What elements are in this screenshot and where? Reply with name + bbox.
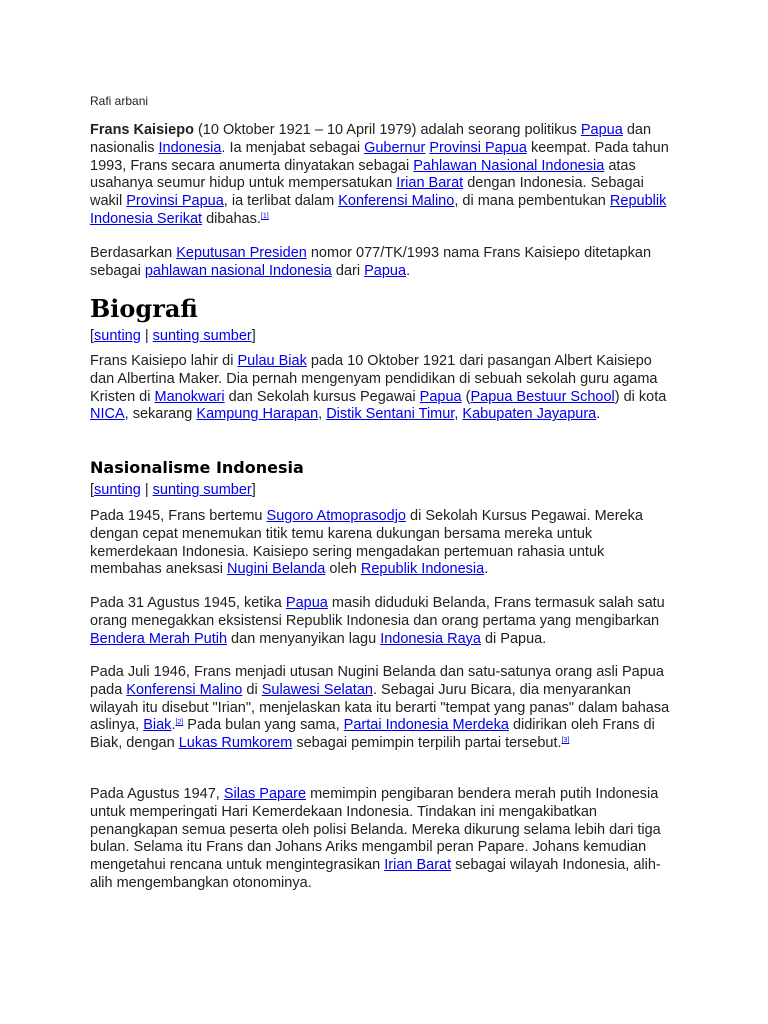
nasionalisme-paragraph-4: Pada Agustus 1947, Silas Papare memimpin pengibaran bendera merah putih Indonesia untuk memperingati Hari Kemerdekaan Indonesia. Tindakan ini mengakibatkan penangkapan semua peserta oleh polisi Belanda. Mereka dikurung selama lebih dari tiga bulan. Selama itu Frans dan Johans Ariks mengambil peran Papare. Johans kemudian mengetahui rencana untuk mengintegrasikan Irian Barat sebagai wilayah Indonesia, alih-alih mengembangkan otonominya. [90,786,661,891]
edit-link-sunting-sumber[interactable]: sunting sumber [152,328,252,344]
edit-link-sunting-sumber-2[interactable]: sunting sumber [152,482,252,498]
edit-links-biografi: [sunting | sunting sumber] [90,328,256,344]
link-keputusan-presiden[interactable]: Keputusan Presiden [176,245,307,261]
link-pahlawan-nasional-indonesia[interactable]: Pahlawan Nasional Indonesia [413,157,605,174]
link-lukas-rumkorem[interactable]: Lukas Rumkorem [178,735,293,752]
biografi-paragraph: Frans Kaisiepo lahir di Pulau Biak pada 10 Oktober 1921 dari pasangan Albert Kaisiepo dan Albertina Maker. Dia pernah mengenyam pendidikan di sebuah sekolah guru agama Kristen di Manokwari dan Sekolah kursus Pegawai Papua (Papua Bestuur School) di kota NICA, sekarang Kampung Harapan, Distik Sentani Timur, Kabupaten Jayapura. [90,353,667,423]
intro-paragraph: Frans Kaisiepo (10 Oktober 1921 – 10 April 1979) adalah seorang politikus Papua dan nasionalis Indonesia. Ia menjabat sebagai Gubernur Provinsi Papua keempat. Pada tahun 1993, Frans secara anumerta dinyatakan sebagai Pahlawan Nasional Indonesia atas usahanya seumur hidup untuk mempersatukan Irian Barat dengan Indonesia. Sebagai wakil Provinsi Papua, ia terlibat dalam Konferensi Malino, di mana pembentukan Republik Indonesia Serikat dibahas.[1] [90,122,669,227]
edit-links-nasionalisme: [sunting | sunting sumber] [90,482,256,498]
link-bendera-merah-putih[interactable]: Bendera Merah Putih [90,630,228,647]
reference-3[interactable]: [3] [561,737,570,745]
link-nica[interactable]: NICA [90,406,125,423]
link-pahlawan-nasional[interactable]: pahlawan nasional Indonesia [144,262,332,279]
link-indonesia[interactable]: Indonesia [158,139,222,156]
reference-1[interactable]: [1] [260,212,269,220]
link-konferensi-malino-2[interactable]: Konferensi Malino [126,681,243,698]
link-kabupaten-jayapura[interactable]: Kabupaten Jayapura [462,406,597,423]
link-sugoro-atmoprasodjo[interactable]: Sugoro Atmoprasodjo [266,508,406,524]
link-papua-nas[interactable]: Papua [285,595,328,611]
section-heading-biografi: Biografi [90,294,198,323]
link-republik-indonesia-serikat[interactable]: Republik Indonesia Serikat [90,193,667,227]
link-manokwari[interactable]: Manokwari [154,388,225,405]
nasionalisme-paragraph-3: Pada Juli 1946, Frans menjadi utusan Nugini Belanda dan satu-satunya orang asli Papua pada Konferensi Malino di Sulawesi Selatan. Sebagai Juru Bicara, dia menyarankan wilayah itu disebut "Irian", menjelaskan kata itu berarti "tempat yang panas" dalam bahasa aslinya, Biak.[2] Pada bulan yang sama, Partai Indonesia Merdeka didirikan oleh Frans di Biak, dengan Lukas Rumkorem sebagai pemimpin terpilih partai tersebut.[3] [90,664,670,752]
link-konferensi-malino[interactable]: Konferensi Malino [338,193,455,210]
link-republik-indonesia[interactable]: Republik Indonesia [360,561,485,578]
edit-link-sunting-2[interactable]: sunting [94,482,141,498]
subject-name: Frans Kaisiepo [90,122,194,138]
link-papua-bestuur-school[interactable]: Papua Bestuur School [470,388,615,405]
link-sulawesi-selatan[interactable]: Sulawesi Selatan [261,681,373,698]
link-papua-bio[interactable]: Papua [419,388,462,405]
link-kampung-harapan[interactable]: Kampung Harapan [196,406,319,423]
link-irian-barat-2[interactable]: Irian Barat [384,857,452,874]
link-pulau-biak[interactable]: Pulau Biak [237,353,307,369]
nasionalisme-paragraph-1: Pada 1945, Frans bertemu Sugoro Atmoprasodjo di Sekolah Kursus Pegawai. Mereka dengan cepat menemukan titik temu karena dukungan bersama mereka untuk kemerdekaan Indonesia. Kaisiepo sering mengadakan pertemuan rahasia untuk membahas aneksasi Nugini Belanda oleh Republik Indonesia. [90,508,643,578]
nasionalisme-paragraph-2: Pada 31 Agustus 1945, ketika Papua masih diduduki Belanda, Frans termasuk salah satu orang menegakkan eksistensi Republik Indonesia dan orang pertama yang mengibarkan Bendera Merah Putih dan menyanyikan lagu Indonesia Raya di Papua. [90,595,665,647]
link-nugini-belanda[interactable]: Nugini Belanda [227,561,326,578]
link-silas-papare[interactable]: Silas Papare [223,786,307,802]
link-biak[interactable]: Biak [143,717,172,734]
link-papua-decree[interactable]: Papua [364,262,407,279]
edit-link-sunting[interactable]: sunting [94,328,141,344]
decree-paragraph: Berdasarkan Keputusan Presiden nomor 077/TK/1993 nama Frans Kaisiepo ditetapkan sebagai pahlawan nasional Indonesia dari Papua. [90,245,652,279]
link-distik-sentani-timur[interactable]: Distik Sentani Timur [326,406,455,423]
section-heading-nasionalisme: Nasionalisme Indonesia [90,458,304,477]
link-gubernur[interactable]: Gubernur [364,139,426,156]
link-indonesia-raya[interactable]: Indonesia Raya [380,630,481,647]
reference-2[interactable]: [2] [175,719,184,727]
link-provinsi-papua[interactable]: Provinsi Papua [429,139,527,156]
author-name: Rafi arbani [90,94,149,108]
link-provinsi-papua-2[interactable]: Provinsi Papua [126,193,224,210]
link-partai-indonesia-merdeka[interactable]: Partai Indonesia Merdeka [343,717,509,734]
link-irian-barat[interactable]: Irian Barat [396,175,464,192]
link-papua[interactable]: Papua [580,122,623,138]
